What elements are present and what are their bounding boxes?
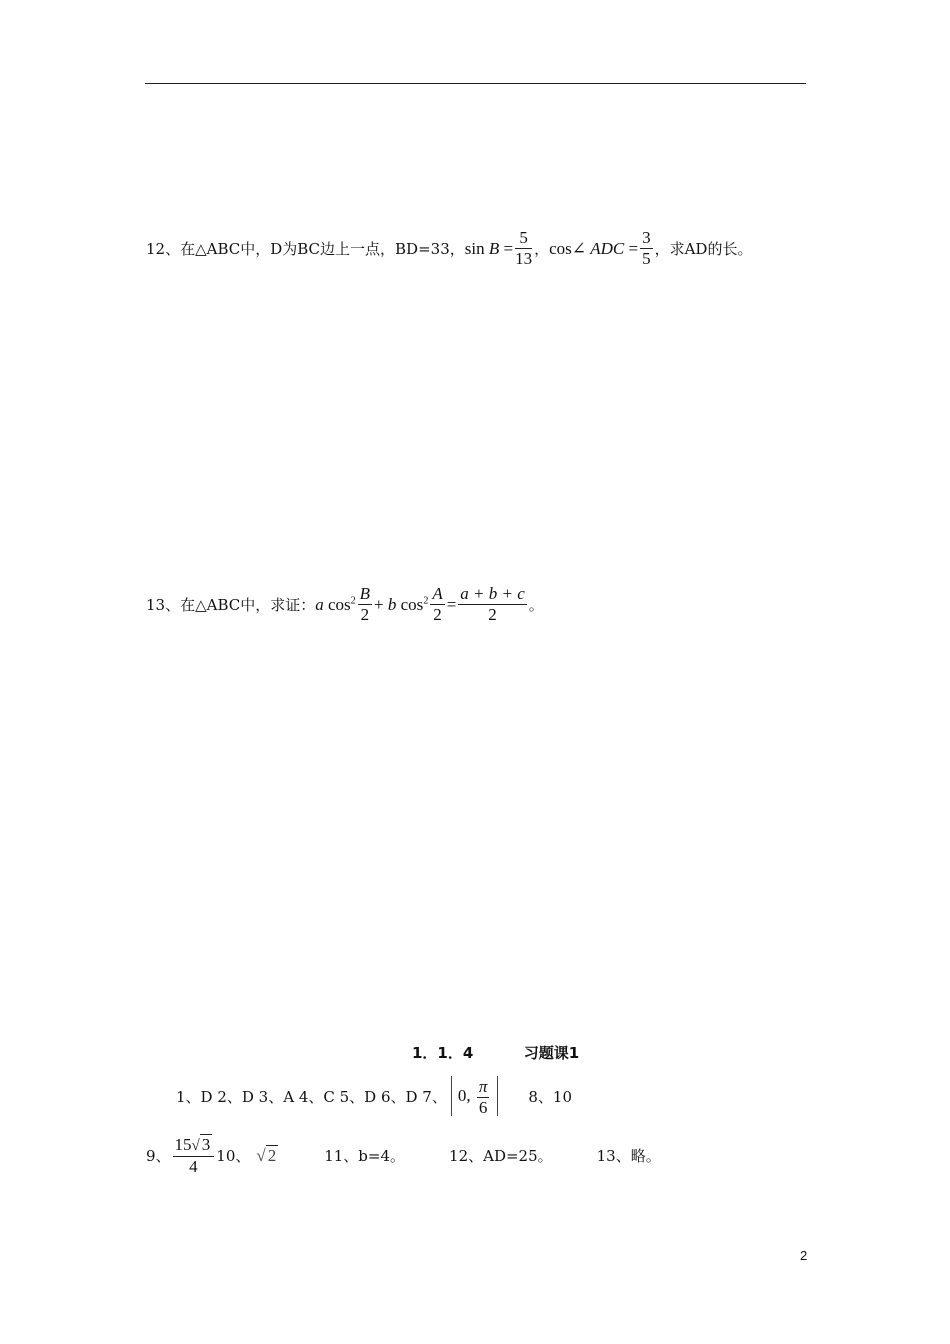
answers-line-2 (146, 1134, 661, 1177)
question-13 (146, 584, 544, 625)
numerator: 15√ 3 (173, 1134, 215, 1157)
q13-term1 (315, 595, 355, 615)
answer-13: 13、略。 (596, 1147, 661, 1165)
section-title: 习题课1 (523, 1044, 580, 1062)
q12-sin-expr (465, 239, 513, 259)
q12-prefix: 12、在△ABC中，D为BC边上一点，BD=33， (146, 240, 465, 258)
interval-answer (451, 1076, 499, 1116)
var-a: a (315, 594, 324, 614)
equals: = (503, 238, 514, 258)
answer-12: 12、AD=25。 (449, 1147, 553, 1165)
cos-label: cos∠ (549, 238, 586, 258)
equals: = (628, 238, 639, 258)
sin-denominator: 13 (515, 249, 533, 268)
question-12 (146, 228, 752, 269)
exponent: 2 (350, 594, 356, 606)
answers-heading (412, 1042, 579, 1063)
separator: ， (534, 240, 550, 258)
cos-numerator: 3 (642, 228, 651, 247)
answer-9-fraction (173, 1134, 215, 1177)
rhs-fraction (458, 584, 527, 625)
numerator: a + b + c (460, 584, 525, 603)
cos-fraction (640, 228, 653, 269)
plus: + (374, 594, 384, 614)
cos-label: cos (327, 594, 351, 614)
denominator: 4 (189, 1157, 198, 1176)
sin-numerator: 5 (515, 228, 532, 249)
denominator: 2 (360, 605, 370, 624)
denominator: 2 (433, 605, 442, 624)
page-number: 2 (800, 1248, 808, 1263)
answer-10-sqrt: √ 2 (256, 1146, 277, 1165)
answer-8: 8、10 (528, 1087, 573, 1106)
exponent: 2 (423, 594, 429, 606)
numerator: A (432, 584, 443, 603)
q13-suffix: 。 (528, 596, 544, 614)
q12-cos-expr (549, 239, 638, 259)
interval-left: 0, (457, 1086, 471, 1105)
answer-9-label: 9、 (146, 1147, 171, 1165)
sin-fraction (515, 228, 532, 269)
header-rule (145, 83, 806, 84)
denominator: 6 (478, 1097, 488, 1117)
radicand: 2 (267, 1146, 277, 1165)
numerator: π (478, 1076, 488, 1096)
equals: = (446, 594, 457, 614)
cos-var: ADC (590, 238, 625, 258)
answer-11: 11、b=4。 (324, 1147, 406, 1165)
radicand: 3 (201, 1135, 211, 1154)
B-over-2 (358, 584, 372, 625)
sin-label: sin (464, 238, 485, 258)
var-b: b (387, 594, 397, 614)
answer-10-label: 10、 (216, 1147, 251, 1165)
cos-denominator: 5 (642, 249, 651, 268)
q13-prefix: 13、在△ABC中，求证： (146, 596, 316, 614)
A-over-2 (430, 584, 444, 625)
coefficient: 15 (174, 1135, 192, 1154)
numerator: B (359, 584, 371, 603)
denominator: 2 (488, 605, 497, 624)
sin-var: B (488, 238, 500, 258)
pi-over-6 (477, 1077, 490, 1118)
cos-label: cos (400, 594, 424, 614)
answers-1-7: 1、D 2、D 3、A 4、C 5、D 6、D 7、 (176, 1087, 447, 1106)
section-number: 1．1．4 (412, 1044, 474, 1062)
answers-line-1 (176, 1076, 572, 1116)
q13-term2 (374, 595, 428, 615)
q12-suffix: ，求AD的长。 (654, 240, 753, 258)
